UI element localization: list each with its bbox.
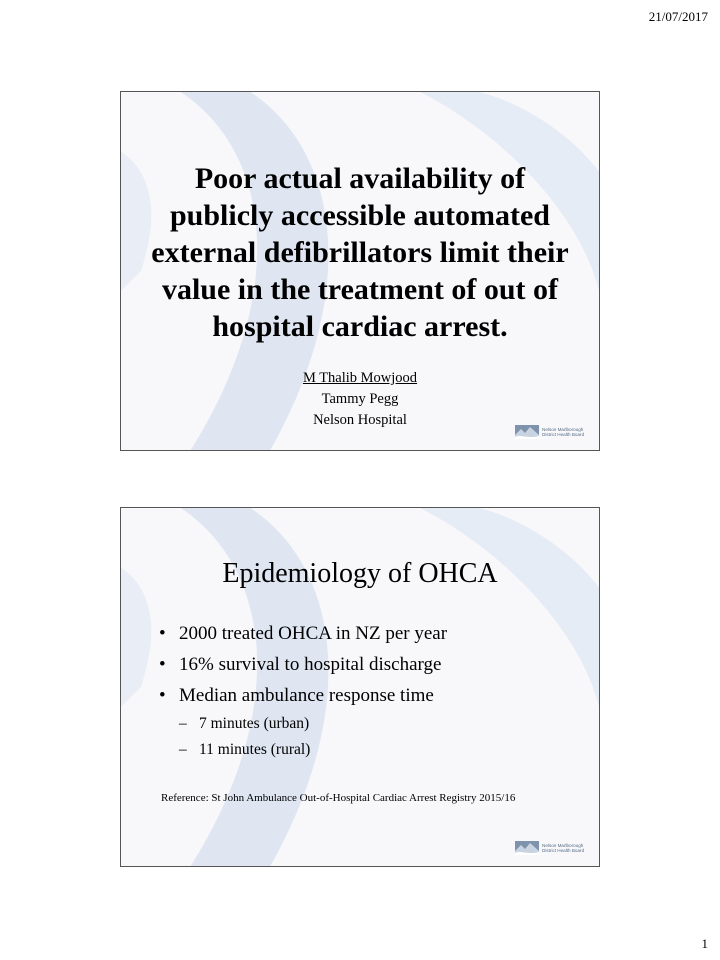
bullet-item: • 2000 treated OHCA in NZ per year xyxy=(157,618,579,649)
slide-title xyxy=(120,91,600,451)
mountain-wave-logo-icon xyxy=(515,841,539,855)
bullet-list xyxy=(157,618,579,763)
dhb-logo xyxy=(515,423,591,441)
slide-heading: Epidemiology of OHCA xyxy=(222,558,498,589)
author-coauthor: Tammy Pegg xyxy=(321,391,399,407)
logo-line-2: District Health Board xyxy=(542,432,585,437)
sub-bullet-list xyxy=(179,711,579,763)
page-number: 1 xyxy=(701,936,708,951)
logo-line-1: Nelson Marlborough xyxy=(542,426,584,432)
author-presenter: M Thalib Mowjood xyxy=(302,370,418,386)
logo-text xyxy=(542,427,584,437)
logo-text xyxy=(542,843,584,853)
bullet-item xyxy=(157,680,579,763)
bullet-item: • 16% survival to hospital discharge xyxy=(157,649,579,680)
dhb-logo xyxy=(515,839,591,857)
sub-bullet-item: – 7 minutes (urban) xyxy=(179,711,579,737)
author-affiliation: Nelson Hospital xyxy=(313,412,407,428)
reference-note: Reference: St John Ambulance Out-of-Hospital Cardiac Arrest Registry 2015/16 xyxy=(161,792,516,804)
logo-line-2: District Health Board xyxy=(542,848,585,853)
logo-line-1: Nelson Marlborough xyxy=(542,842,584,848)
mountain-wave-logo-icon xyxy=(515,425,539,439)
bullet-item-text: Median ambulance response time xyxy=(179,685,434,706)
sub-bullet-item: – 11 minutes (rural) xyxy=(179,737,579,763)
slide-title-heading: Poor actual availability of publicly accessible automated external defibrillators limit their value in the treatment of out of hospital cardiac arrest. xyxy=(151,162,569,343)
author-list xyxy=(121,368,599,431)
page-date: 21/07/2017 xyxy=(648,9,708,24)
slide-epidemiology xyxy=(120,507,600,867)
